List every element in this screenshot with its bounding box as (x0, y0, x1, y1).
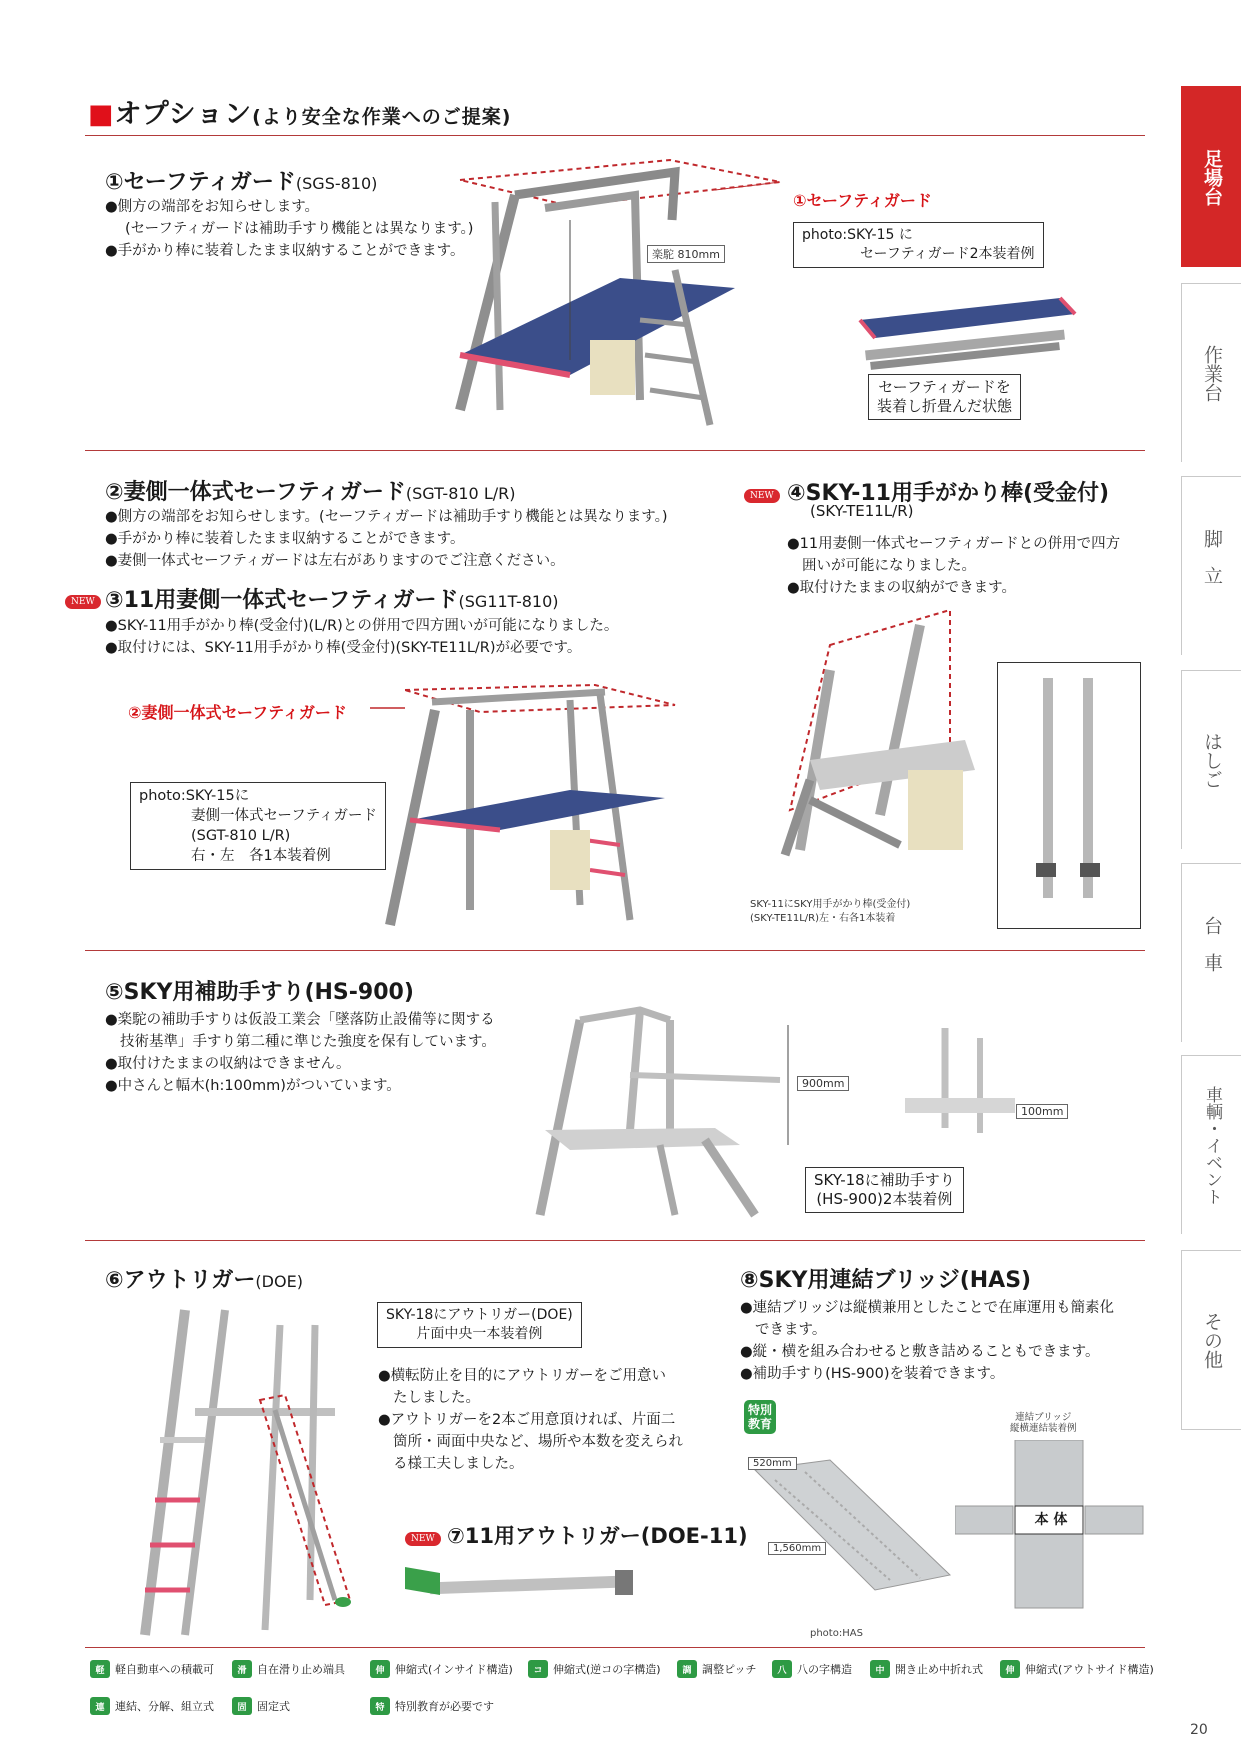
photo-bridge-panel (735, 1450, 965, 1600)
hachi-structure-icon: 八 (772, 1660, 792, 1678)
section-title-end-safety-guard: ②妻側一体式セーフティガード(SGT-810 L/R) (105, 480, 516, 505)
tab-label: 車輌・イベント (1202, 1085, 1222, 1205)
callout-safety-guard: ①セーフティガード (793, 191, 932, 210)
photo-caption: SKY-18に補助手すり (HS-900)2本装着例 (805, 1167, 964, 1213)
photo-sky18-aux-handrail (520, 1000, 790, 1220)
section-bullets: ●側方の端部をお知らせします。(セーフティガードは補助手すり機能とは異なります。) ●手がかり棒に装着したまま収納することができます。 ●妻側一体式セーフティガードは左右がありますのでご注意ください。 (105, 509, 668, 569)
tab-label: 脚立 (1201, 529, 1223, 603)
car-icon: 軽 (90, 1660, 110, 1678)
tab-label: 台車 (1201, 916, 1223, 990)
photo-sky15-end-guard (370, 680, 690, 930)
tab-label: 足場台 (1201, 148, 1223, 206)
telescopic-reverse-icon: コ (528, 1660, 548, 1678)
section-bullets: ●側方の端部をお知らせします。 (セーフティガードは補助手すり機能とは異なります。) ●手がかり棒に装着したまま収納することができます。 (105, 199, 474, 259)
legend-item: 固 固定式 (232, 1697, 290, 1715)
section-bullets: ●楽駝の補助手すりは仮設工業会「墜落防止設備等に関する 技術基準」手すり第二種に準じた強度を保有しています。 ●取付けたままの収納はできません。 ●中さんと幅木(h:100mm)がついています。 (105, 1012, 496, 1094)
telescopic-outside-icon: 伸 (1000, 1660, 1020, 1678)
photo-caption: photo:HAS (810, 1628, 863, 1639)
telescopic-inside-icon: 伸 (370, 1660, 390, 1678)
dimension-label: 900mm (797, 1076, 849, 1091)
photo-folded-platform (850, 290, 1080, 375)
new-badge: NEW (65, 589, 101, 608)
tab-ashibadai[interactable] (1181, 86, 1241, 267)
photo-sky15-safety-guard (440, 150, 830, 430)
product-handrail-bars (998, 663, 1140, 928)
tab-label: その他 (1201, 1311, 1223, 1369)
small-caption: SKY-11にSKY用手がかり棒(受金付) (SKY-TE11L/R)左・右各1本装着 (750, 899, 911, 924)
photo-sky11-handrail (750, 600, 980, 910)
mid-fold-icon: 中 (870, 1660, 890, 1678)
body-label: 本 体 (1034, 1512, 1068, 1528)
page-number: 20 (1190, 1722, 1208, 1738)
dimension-label: 楽駝 810mm (647, 245, 725, 263)
tab-label: はしご (1201, 731, 1223, 789)
example-caption: 連結ブリッジ 縦横連結装着例 (1010, 1412, 1077, 1434)
tab-kyatatsu[interactable] (1181, 476, 1241, 655)
dimension-label: 520mm (748, 1457, 797, 1470)
title-square-icon: ■ (88, 99, 115, 130)
section-title-bridge: ⑧SKY用連結ブリッジ(HAS) (740, 1268, 1032, 1293)
legend-item: 特 特別教育が必要です (370, 1697, 494, 1715)
legend-item: 滑 自在滑り止め端具 (232, 1660, 345, 1678)
legend-item: 連 連結、分解、組立式 (90, 1697, 214, 1715)
new-badge: NEW (744, 483, 780, 502)
connect-icon: 連 (90, 1697, 110, 1715)
photo-toe-board-detail (900, 1018, 1020, 1138)
photo-caption: SKY-18にアウトリガー(DOE) 片面中央一本装着例 (377, 1302, 582, 1348)
section-bullets: ●横転防止を目的にアウトリガーをご用意い たしました。 ●アウトリガーを2本ご用意頂ければ、片面二 箇所・両面中央など、場所や本数を変えられ る様工夫しました。 (378, 1368, 683, 1472)
section-title-outrigger: ⑥アウトリガー(DOE) (105, 1268, 303, 1293)
pitch-adjust-icon: 調 (677, 1660, 697, 1678)
photo-caption: photo:SKY-15 に セーフティガード2本装着例 (793, 222, 1044, 268)
divider (85, 135, 1145, 136)
tab-sonota[interactable] (1181, 1250, 1241, 1430)
title-subtitle: (より安全な作業へのご提案) (252, 106, 512, 128)
legend-item: 軽 軽自動車への積載可 (90, 1660, 214, 1678)
section-title-safety-guard: ①セーフティガード(SGS-810) (105, 170, 378, 195)
fixed-icon: 固 (232, 1697, 252, 1715)
dimension-label: 1,560mm (768, 1542, 826, 1555)
dimension-label: 100mm (1016, 1104, 1068, 1119)
divider (85, 950, 1145, 951)
divider (85, 450, 1145, 451)
tab-daisha[interactable] (1181, 863, 1241, 1042)
special-education-icon: 特 (370, 1697, 390, 1715)
legend-item: コ 伸縮式(逆コの字構造) (528, 1660, 661, 1678)
section-title-aux-handrail: ⑤SKY用補助手すり(HS-900) (105, 980, 414, 1005)
legend-item: 中 開き止め中折れ式 (870, 1660, 983, 1678)
tab-hashigo[interactable] (1181, 670, 1241, 849)
section-code: (SKY-TE11L/R) (810, 502, 914, 520)
special-education-badge: 特別 教育 (744, 1400, 776, 1434)
section-title-sky11-handrail: ④SKY-11用手がかり棒(受金付) (787, 481, 1110, 506)
new-badge: NEW (405, 1526, 441, 1545)
section-title-11-end-safety-guard: ③11用妻側一体式セーフティガード(SG11T-810) (105, 588, 559, 613)
legend-item: 伸 伸縮式(インサイド構造) (370, 1660, 513, 1678)
section-bullets: ●11用妻側一体式セーフティガードとの併用で四方 囲いが可能になりました。 ●取付けたままの収納ができます。 (787, 536, 1121, 596)
photo-outrigger-11 (400, 1555, 660, 1615)
section-bullets: ●連結ブリッジは縦横兼用としたことで在庫運用も簡素化 できます。 ●縦・横を組み合わせると敷き詰めることもできます。 ●補助手すり(HS-900)を装着できます。 (740, 1300, 1114, 1382)
section-bullets: ●SKY-11用手がかり棒(受金付)(L/R)との併用で四方囲いが可能になりました。 ●取付けには、SKY-11用手がかり棒(受金付)(SKY-TE11L/R)が必要です。 (105, 618, 619, 656)
tab-sagyoudai[interactable] (1181, 283, 1241, 462)
divider (85, 1240, 1145, 1241)
legend-item: 八 八の字構造 (772, 1660, 852, 1678)
section-title-11-outrigger: ⑦11用アウトリガー(DOE-11) (447, 1524, 748, 1548)
tab-sharyou-event[interactable] (1181, 1055, 1241, 1234)
page-title (88, 92, 511, 131)
callout-end-safety-guard: ②妻側一体式セーフティガード (128, 703, 347, 722)
legend-item: 伸 伸縮式(アウトサイド構造) (1000, 1660, 1154, 1678)
photo-sky18-outrigger (105, 1300, 365, 1640)
tab-label: 作業台 (1201, 344, 1223, 402)
product-frame (997, 662, 1141, 929)
anti-slip-icon: 滑 (232, 1660, 252, 1678)
photo-caption: photo:SKY-15に 妻側一体式セーフティガード (SGT-810 L/R) 右・左 各1本装着例 (130, 782, 386, 870)
fold-caption: セーフティガードを 装着し折畳んだ状態 (868, 374, 1021, 420)
divider (85, 1647, 1145, 1648)
legend-item: 調 調整ピッチ (677, 1660, 757, 1678)
title-main: オプション (114, 99, 253, 130)
